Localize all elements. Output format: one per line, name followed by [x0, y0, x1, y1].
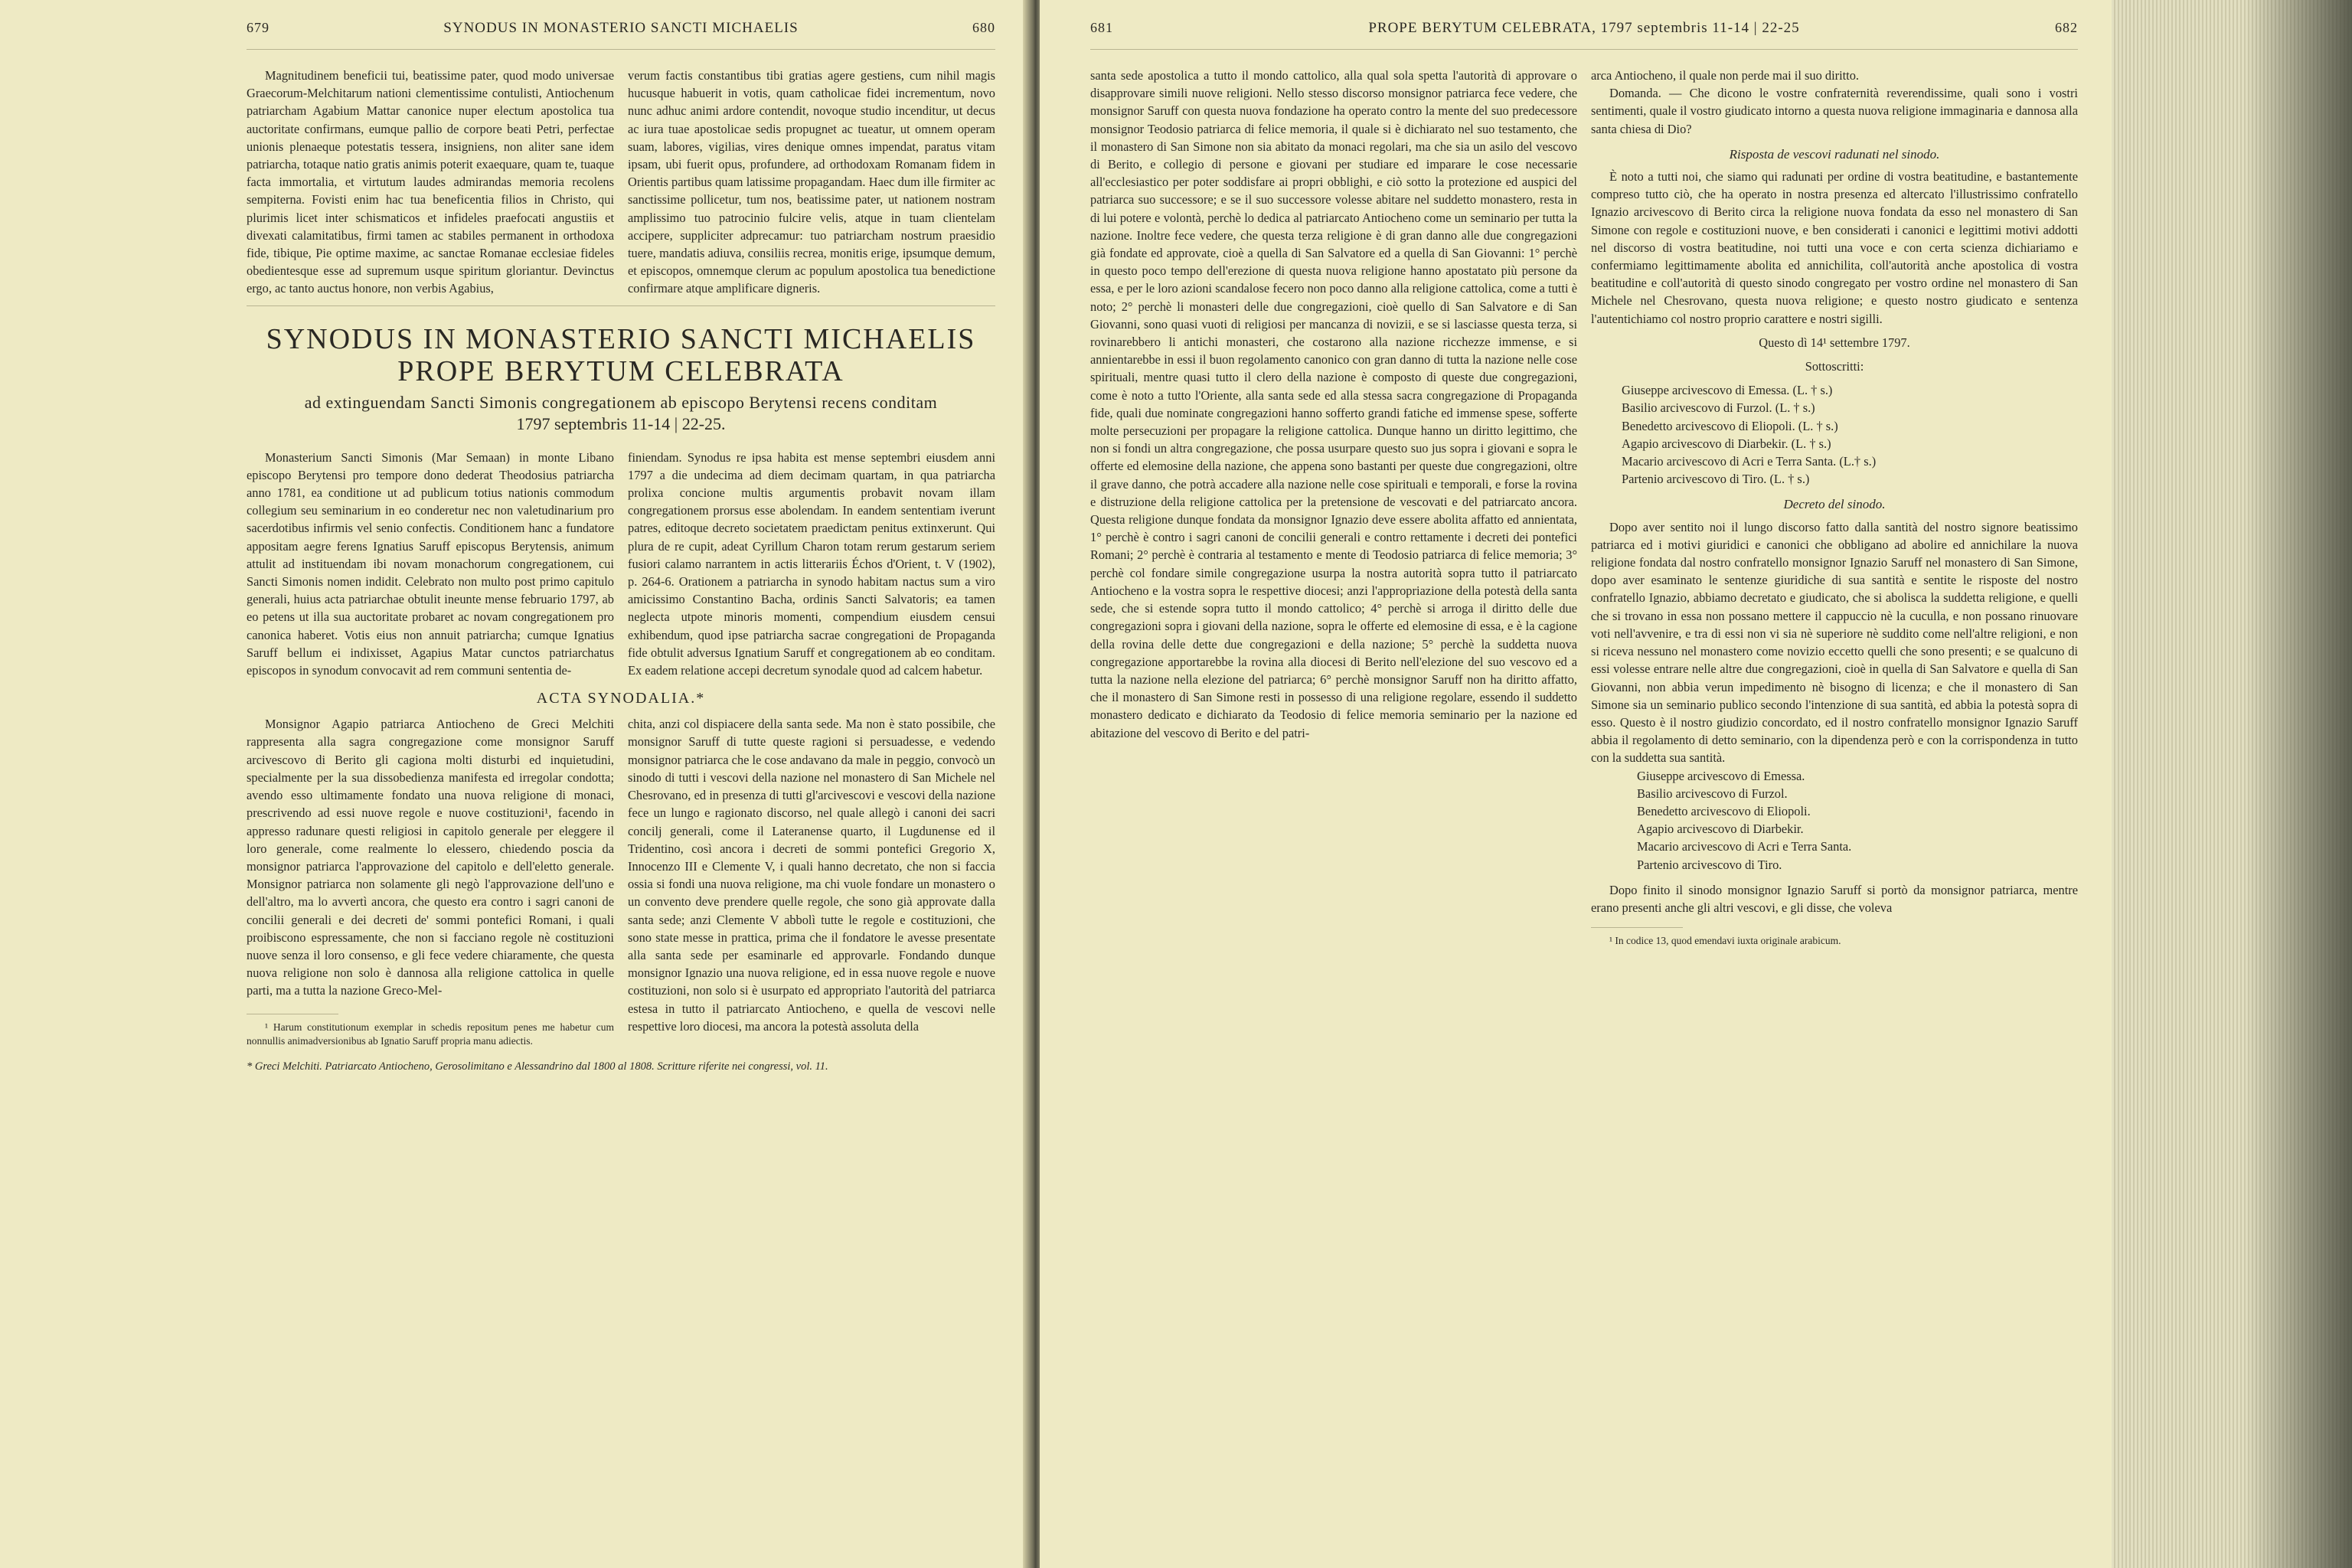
- synod-title-line1: SYNODUS IN MONASTERIO SANCTI MICHAELIS: [266, 322, 976, 355]
- left-page: [0, 0, 1031, 1568]
- left-header-title: SYNODUS IN MONASTERIO SANCTI MICHAELIS: [443, 20, 799, 36]
- body-column-a: [247, 449, 614, 680]
- acta-paragraph-a: Monsignor Agapio patriarca Antiocheno de Greci Melchiti rappresenta alla sagra congregazione come monsignor Saruff arcivescovo di Berito gli cagiona molti disturbi ed inquietudini, specialmente per la sua dissobedienza manifesta ed irregolar condotta; avendo esso ultimamente fondato una nuova religione di monaci, prescrivendo ad essi nuove regole e nuove costituzioni¹, facendo in appresso radunare questi religiosi in capitolo generale per eleggere il loro generale, come realmente lo elessero, chiedendo poscia da monsignor patriarca l'approvazione del capitolo e dell'eletto generale. Monsignor patriarca non solamente gli negò l'approvazione dell'uno e dell'altro, ma lo avvertì ancora, che questo era contro i sagri canoni de concilii generali e dei decreti de' sommi pontefici Romani, i quali proibiscono espressamente, che non si facciano regole nè costituzioni nuove senza il loro consenso, e gli fece vedere chiaramente, che questa nuova religione non solo è dannosa alla religione cattolica in quelle parti, ma a tutta la nazione Greco-Mel-: [247, 717, 614, 998]
- footnote-star: * Greci Melchiti. Patriarcato Antiocheno, Gerosolimitano e Alessandrino dal 1800 al 1808. Scritture riferite nei congressi, vol. 11.: [247, 1060, 828, 1073]
- acta-columns: [247, 715, 995, 1047]
- body-columns: [247, 449, 995, 680]
- signature-list-2: [1591, 767, 2078, 874]
- page-number-682: 682: [2055, 20, 2078, 35]
- intro-paragraph-a: Magnitudinem beneficii tui, beatissime pater, quod modo universae Graecorum-Melchitarum nationi clementissime contulisti, Antiochenum patriarcham Agabium Mattar canonice nuper electum apostolica tua auctoritate confirmans, eumque pallio de corpore beati Petri, perfectae unionis plenaeque potestatis tessera, insigniens, non aliter sane idem patriarcha, totaque natio gratis animis poterit exaequare, quam te, tuaque facta immortalia, et virtutum laudes admirandas memoria recolens sempiterna. Fovisti enim hac tua beneficentia filios in Christo, qui plurimis licet inter schismaticos et infideles praefocati angustiis et divexati calamitatibus, firmi tamen ac stabiles permanent in orthodoxa fide, tibique, Pie optime maxime, ac sanctae Romanae ecclesiae fideles obedientesque esse ad supremum usque spiritum gloriantur. Devinctus ergo, ac tanto auctus honore, non verbis Agabius,: [247, 68, 614, 296]
- right-paragraph-a: santa sede apostolica a tutto il mondo cattolico, alla qual sola spetta l'autorità di approvare o disapprovare simili nuove religioni. Nello stesso discorso monsignor patriarca fece vedere, che monsignor Saruff con questa nuova fondazione ha operato contro la mente del suo predecessore monsignor Teodosio patriarca di felice memoria, il quale si è dichiarato nel suo testamento, che il monastero di San Simone non sia abitato da monaci regolari, ma che sia un asilo del vescovo di Berito, e collegio di persone e giovani per studiare ed imparare le cose necessarie all'ecclesiastico per poter soddisfare ai propri obblighi, e ciò sotto la protezione ed auspici del patriarca suo successore; e se il suo successore volesse abitare nel suddetto monastero, resta in di lui potere e volontà, perchè lo dedica al patriarcato Antiocheno come un seminario per tutta la nazione. Inoltre fece vedere, che questa terza religione è di gran danno alle due congregazioni già fondate ed approvate, cioè a quella di San Salvatore ed a quella di San Giovanni: 1° perchè in questo poco tempo dell'erezione di questa nuova religione hanno apostatato più persone da essa, e per le loro azioni scandalose fecero non poco danno alla religione cattolica, come a tutti è noto; 2° perchè li monasteri delle due congregazioni, cioè quello di San Salvatore e di San Giovanni, sono quasi vuoti di religiosi per mancanza di novizii, e se si lasciasse questa terza, si rovinarebbero li antichi monasteri, che costarono alla nazione ricchezze immense, e si annientarebbe in essi il buon regolamento canonico con gran danno di tutta la nazione nelle cose spirituali, mentre quasi tutto il clero della nazione è composto di queste due congregazioni, come è noto a tutto l'Oriente, alla santa sede ed alla stessa sacra congregazione di Propaganda fide, quali due nominate congregazioni hanno sofferto grandi fatiche ed immense spese, sofferte molte persecuzioni per propagare la religione cattolica. Dunque hanno un diritto legittimo, che non si fondi un altra congregazione, che possa usurpare questo suo jus sopra i giovani e sopra le offerte ed elemosine della nazione, che appena sono bastanti per queste due congregazioni, oltre il grave danno, che potrà accadere alla nazione nelle cose spirituali e temporali, e forse la rovina e distruzione della religione cattolica per la pretensione de vescovati e del patriarcato ancora. Questa religione dunque fondata da monsignor Ignazio deve essere abolita affatto ed annientata, 1° perchè è contro i sagri canoni de concilii generali e contro rettamente i decreti dei pontefici Romani; 2° perchè è contraria al testamento e mente di Teodosio patriarca di felice memoria; 3° perchè col fondare simile congregazione usurpa la nostra autorità sopra tutto il patriarcato Antiocheno e la vostra sopra le respettive diocesi; anzi l'appropriazione della potestà della santa sede, che si estende sopra tutto il mondo cattolico; 4° perchè si arroga il diritto delle due congregazioni sopra i giovani della nazione, sopra le offerte ed elemosine di essa, e è la cagione della rovina delle dette due congregazioni e della nazione; 5° perchè la suddetta nuova congregazione apportarebbe la rovina alla diocesi di Berito nell'elezione del suo vescovo ed a tutta la nazione nella elezione del patriarca; 6° perchè monsignor Saruff non ha diritto affatto, che il monastero di San Simone resti in possesso di una religione regolare, essendo il suddetto monastero dedicato e dichiarato da Teodosio di felice memoria seminario per la nazione ed abitazione del vescovo di Berito e del patri-: [1090, 68, 1577, 740]
- acta-column-a: [247, 715, 614, 1047]
- signature-item: Partenio arcivescovo di Tiro. (L. † s.): [1622, 472, 1810, 487]
- signature-item: Giuseppe arcivescovo di Emessa.: [1637, 768, 1805, 783]
- intro-column-a: [247, 67, 614, 298]
- intro-columns: [247, 67, 995, 298]
- synod-title-line2: PROPE BERYTUM CELEBRATA: [397, 354, 844, 387]
- synod-subtitle: ad extinguendam Sancti Simonis congregationem ab episcopo Berytensi recens conditam: [304, 392, 938, 412]
- page-number-679: 679: [247, 20, 270, 35]
- book-page-edges: [2112, 0, 2352, 1568]
- signature-item: Benedetto arcivescovo di Eliopoli. (L. † s.): [1622, 418, 1838, 433]
- intro-column-b: [628, 67, 995, 298]
- signature-item: Basilio arcivescovo di Furzol.: [1637, 786, 1788, 801]
- right-column-a: [1090, 67, 1577, 948]
- right-paragraph-b1: arca Antiocheno, il quale non perde mai il suo diritto.: [1591, 68, 1860, 83]
- right-paragraph-b4: Dopo aver sentito noi il lungo discorso fatto dalla santità del nostro signore beatissimo patriarca ed i motivi giuridici e canonici che obbligano ad abolire ed annichilare la nuova religione fondata dal nostro confratello monsignor Ignazio Saruff nel monastero di San Simone, dopo aver esaminato le sentenze giuridiche di sua santità e sentite le risposte del nostro confratello Ignazio, abbiamo decretato e giudicato, che si abolisca la suddetta religione, e quelli che si trovano in essa non possano mettere il cappuccio nè la cuculla, e non possano rinuovare voti nell'avvenire, e tra di essi non vi sia nè superiore nè suddito come nell'altre religioni, e non si riceva nessuno nel monastero come novizio eccetto quelli che sono presenti; e se qualcuno di essi volesse entrare nelle altre due congregazioni, cioè in quella di San Salvatore e quella di San Giovanni, non abbia verun impedimento nè bisogno di licenza; e che il monastero di San Simone sia un seminario publico secondo l'intenzione di sua santità, ed abbia la potestà sopra di esso. Questo è il nostro giudizio concordato, ed il nostro confratello monsignor Ignazio Saruff abbia il regolamento di detto seminario, con la dipendenza però e con la corrispondenza in tutto con la suddetta sua santità.: [1591, 519, 2078, 766]
- signature-item: Macario arcivescovo di Acri e Terra Santa. (L.† s.): [1622, 454, 1877, 469]
- left-running-header: [247, 20, 995, 50]
- intro-paragraph-b: verum factis constantibus tibi gratias agere gestiens, cum nihil magis hucusque habuerit in votis, quam catholicae fidei incrementum, novo nunc adhuc animi ardore contendit, novoque studio incenditur, ut decus ac iura tuae apostolicae sedis propugnet ac tueatur, ut omnem operam suam, labores, vigilias, vires denique omnes impendat, paratus vitam ipsam, ubi fuerit opus, profundere, ad orthodoxam Romanam fidem in Orientis partibus quam latissime propagandam. Haec dum ille firmiter ac sanctissime pollicetur, tum nos, beatissime pater, ut nationem nostram amplissimo tuo patrocinio fulcire velis, atque in tuam clientelam accipere, suppliciter adprecamur: tuo patriarcham nostrum praesidio tuere, mandatis adiuva, consiliis recrea, monitis erige, ipsumque demum, et episcopos, omnemque clerum ac populum apostolica tua benedictione confirmare atque amplificare digneris.: [628, 68, 995, 296]
- signature-list-1: [1591, 381, 2078, 488]
- right-header-title: PROPE BERYTUM CELEBRATA, 1797 septembris 11-14 | 22-25: [1368, 20, 1800, 36]
- right-column-b: [1591, 67, 2078, 948]
- right-paragraph-b3: È noto a tutti noi, che siamo qui radunati per ordine di vostra beatitudine, e bastantemente compreso tutto ciò, che ha operato in nostra presenza ed altercato l'illustrissimo confratello Ignazio arcivescovo di Berito circa la religione nuova fondata da esso nel monastero di San Simone con regole e costituzioni nuove, e ben considerati i canonici e legittimi motivi addotti nel discorso di vostra beatitudine, noi tutti una voce e con certa scienza dichiariamo e confermiamo legittimamente abolita ed annichilita, coll'autorità anche apostolica di vostra beatitudine e coll'autorità di questo sinodo congregato per vostro ordine nel monastero di San Michele nel Chesrovano, questa nuova religione; e questo nostro giudicato e sentenza l'autentichiamo col nostro proprio carattere e nostri sigilli.: [1591, 169, 2078, 326]
- right-columns: [1090, 67, 2078, 948]
- section-divider: [247, 305, 995, 306]
- signature-item: Agapio arcivescovo di Diarbekir. (L. † s.): [1622, 436, 1831, 451]
- right-paragraph-b5: Dopo finito il sinodo monsignor Ignazio Saruff si portò da monsignor patriarca, mentre erano presenti anche gli altri vescovi, e gli disse, che voleva: [1591, 882, 2078, 915]
- footnote-1: ¹ Harum constitutionum exemplar in schedis repositum penes me habetur cum nonnullis animadversionibus ab Ignatio Saruff propria manu adiectis.: [247, 1021, 614, 1047]
- body-column-b: [628, 449, 995, 680]
- acta-column-b: [628, 715, 995, 1047]
- signature-item: Agapio arcivescovo di Diarbekir.: [1637, 822, 1804, 837]
- decreto-title: Decreto del sinodo.: [1783, 497, 1886, 512]
- book-edge-shadow: [2245, 0, 2352, 1568]
- right-paragraph-b2: Domanda. — Che dicono le vostre confraternità reverendissime, quali sono i vostri sentimenti, quale il vostro giudicato intorno a questa nuova religione immaginaria e dannosa alla santa chiesa di Dio?: [1591, 86, 2078, 136]
- acta-title: ACTA SYNODALIA.*: [536, 690, 706, 707]
- signature-item: Giuseppe arcivescovo di Emessa. (L. † s.): [1622, 383, 1833, 398]
- body-paragraph-b: finiendam. Synodus re ipsa habita est mense septembri eiusdem anni 1797 a die undecima ad diem decimam quartam, in qua patriarcha prolixa concione multis argumentis probavit novam illam congregationem prorsus esse abolendam. In eandem sententiam iverunt patres, editoque decreto societatem praedictam penitus extinxerunt. Qui plura de re cupit, adeat Cyrillum Charon totam rerum gestarum seriem fusiori calamo narrantem in actis litterariis Échos d'Orient, t. V (1902), p. 264-6. Orationem a patriarcha in synodo habitam nactus sum a viro amicissimo Constantino Bacha, ordinis Sancti Salvatoris; ea tamen neglecta utpote minoris momenti, compendium eiusdem censui exhibendum, quod ipse patriarcha sacrae congregationi de Propaganda fide obtulit adversus Ignatium Saruff et congregationem ab eo conditam. Ex eadem relatione accepi decretum synodale quod ad calcem habetur.: [628, 449, 995, 678]
- signature-item: Benedetto arcivescovo di Eliopoli.: [1637, 803, 1811, 818]
- synod-date: 1797 septembris 11-14 | 22-25.: [516, 413, 726, 433]
- synod-heading: [247, 323, 995, 435]
- body-paragraph-a: Monasterium Sancti Simonis (Mar Semaan) in monte Libano episcopo Berytensi pro tempore dono dederat Theodosius patriarcha anno 1781, ea conditione ut ad publicum totius nationis commodum collegium seu seminarium in eo conderetur nec non valetudinarium pro sacerdotibus infirmis vel senio confectis. Conditionem hanc a fundatore appositam aegre ferens Ignatius Saruff episcopus Berytensis, animum attulit ad instituendam ibi novam monachorum congregationem, cui Sancti Simonis nomen indidit. Celebrato non multo post primo capitulo generali, huius acta patriarchae obtulit ineunte mense februario 1797, ab eo petens ut illa sua auctoritate probaret ac novam congregationem pro canonica haberet. Votis eius non annuit patriarcha; cumque Ignatius Saruff bellum ei indixisset, Agapius Matar cunctos patriarchatus episcopos in synodum convocavit ad rem communi sententia de-: [247, 449, 614, 678]
- signature-item: Partenio arcivescovo di Tiro.: [1637, 857, 1782, 872]
- right-footnote-rule: [1591, 927, 1683, 928]
- acta-paragraph-b: chita, anzi col dispiacere della santa sede. Ma non è stato possibile, che monsignor Saruff di tutte queste ragioni si persuadesse, e vedendo monsignor patriarca che le cose andavano da male in peggio, convocò un sinodo di tutti i vescovi della nazione nel monastero di San Michele nel Chesrovano, ed in presenza di tutti gl'arcivescovi e vescovi della nazione fece un lungo e ragionato discorso, nel quale allegò i canoni dei sacri concilj generali, come il Lateranense quarto, il Lugdunense ed il Tridentino, così ancora i decreti de sommi pontefici Gregorio X, Innocenzo III e Clemente V, i quali hanno decretato, che non si faccia ossia si fondi una nuova religione, ma chi vuole fondare un monastero o un convento deve prendere quelle regole, che sono già approvate dalla santa sede; anzi Clemente V abbolì tutte le regole e costituzioni, che sono state messe in prattica, prima che il fondatore le avesse presentate alla santa sede per esaminarle ed approvarle. Fondando dunque monsignor Ignazio una nuova religione, ed in essa nuove regole e nuove costituzioni, non solo si è usurpato ed appropriato l'autorità del patriarca estesa in tutto il patriarcato Antiocheno, e quella de vescovi nelle respettive loro diocesi, ma ancora la potestà assoluta della: [628, 717, 995, 1034]
- date-line: Questo dì 14¹ settembre 1797.: [1759, 335, 1910, 350]
- right-running-header: [1090, 20, 2078, 50]
- signature-item: Basilio arcivescovo di Furzol. (L. † s.): [1622, 400, 1815, 416]
- sottoscritti-label: Sottoscritti:: [1805, 359, 1864, 374]
- page-number-680: 680: [972, 20, 995, 35]
- page-number-681: 681: [1090, 20, 1113, 35]
- right-page: [1040, 0, 2112, 1568]
- signature-item: Macario arcivescovo di Acri e Terra Santa.: [1637, 839, 1852, 854]
- risposta-title: Risposta de vescovi radunati nel sinodo.: [1729, 146, 1940, 162]
- right-footnote: ¹ In codice 13, quod emendavi iuxta originale arabicum.: [1609, 935, 1841, 947]
